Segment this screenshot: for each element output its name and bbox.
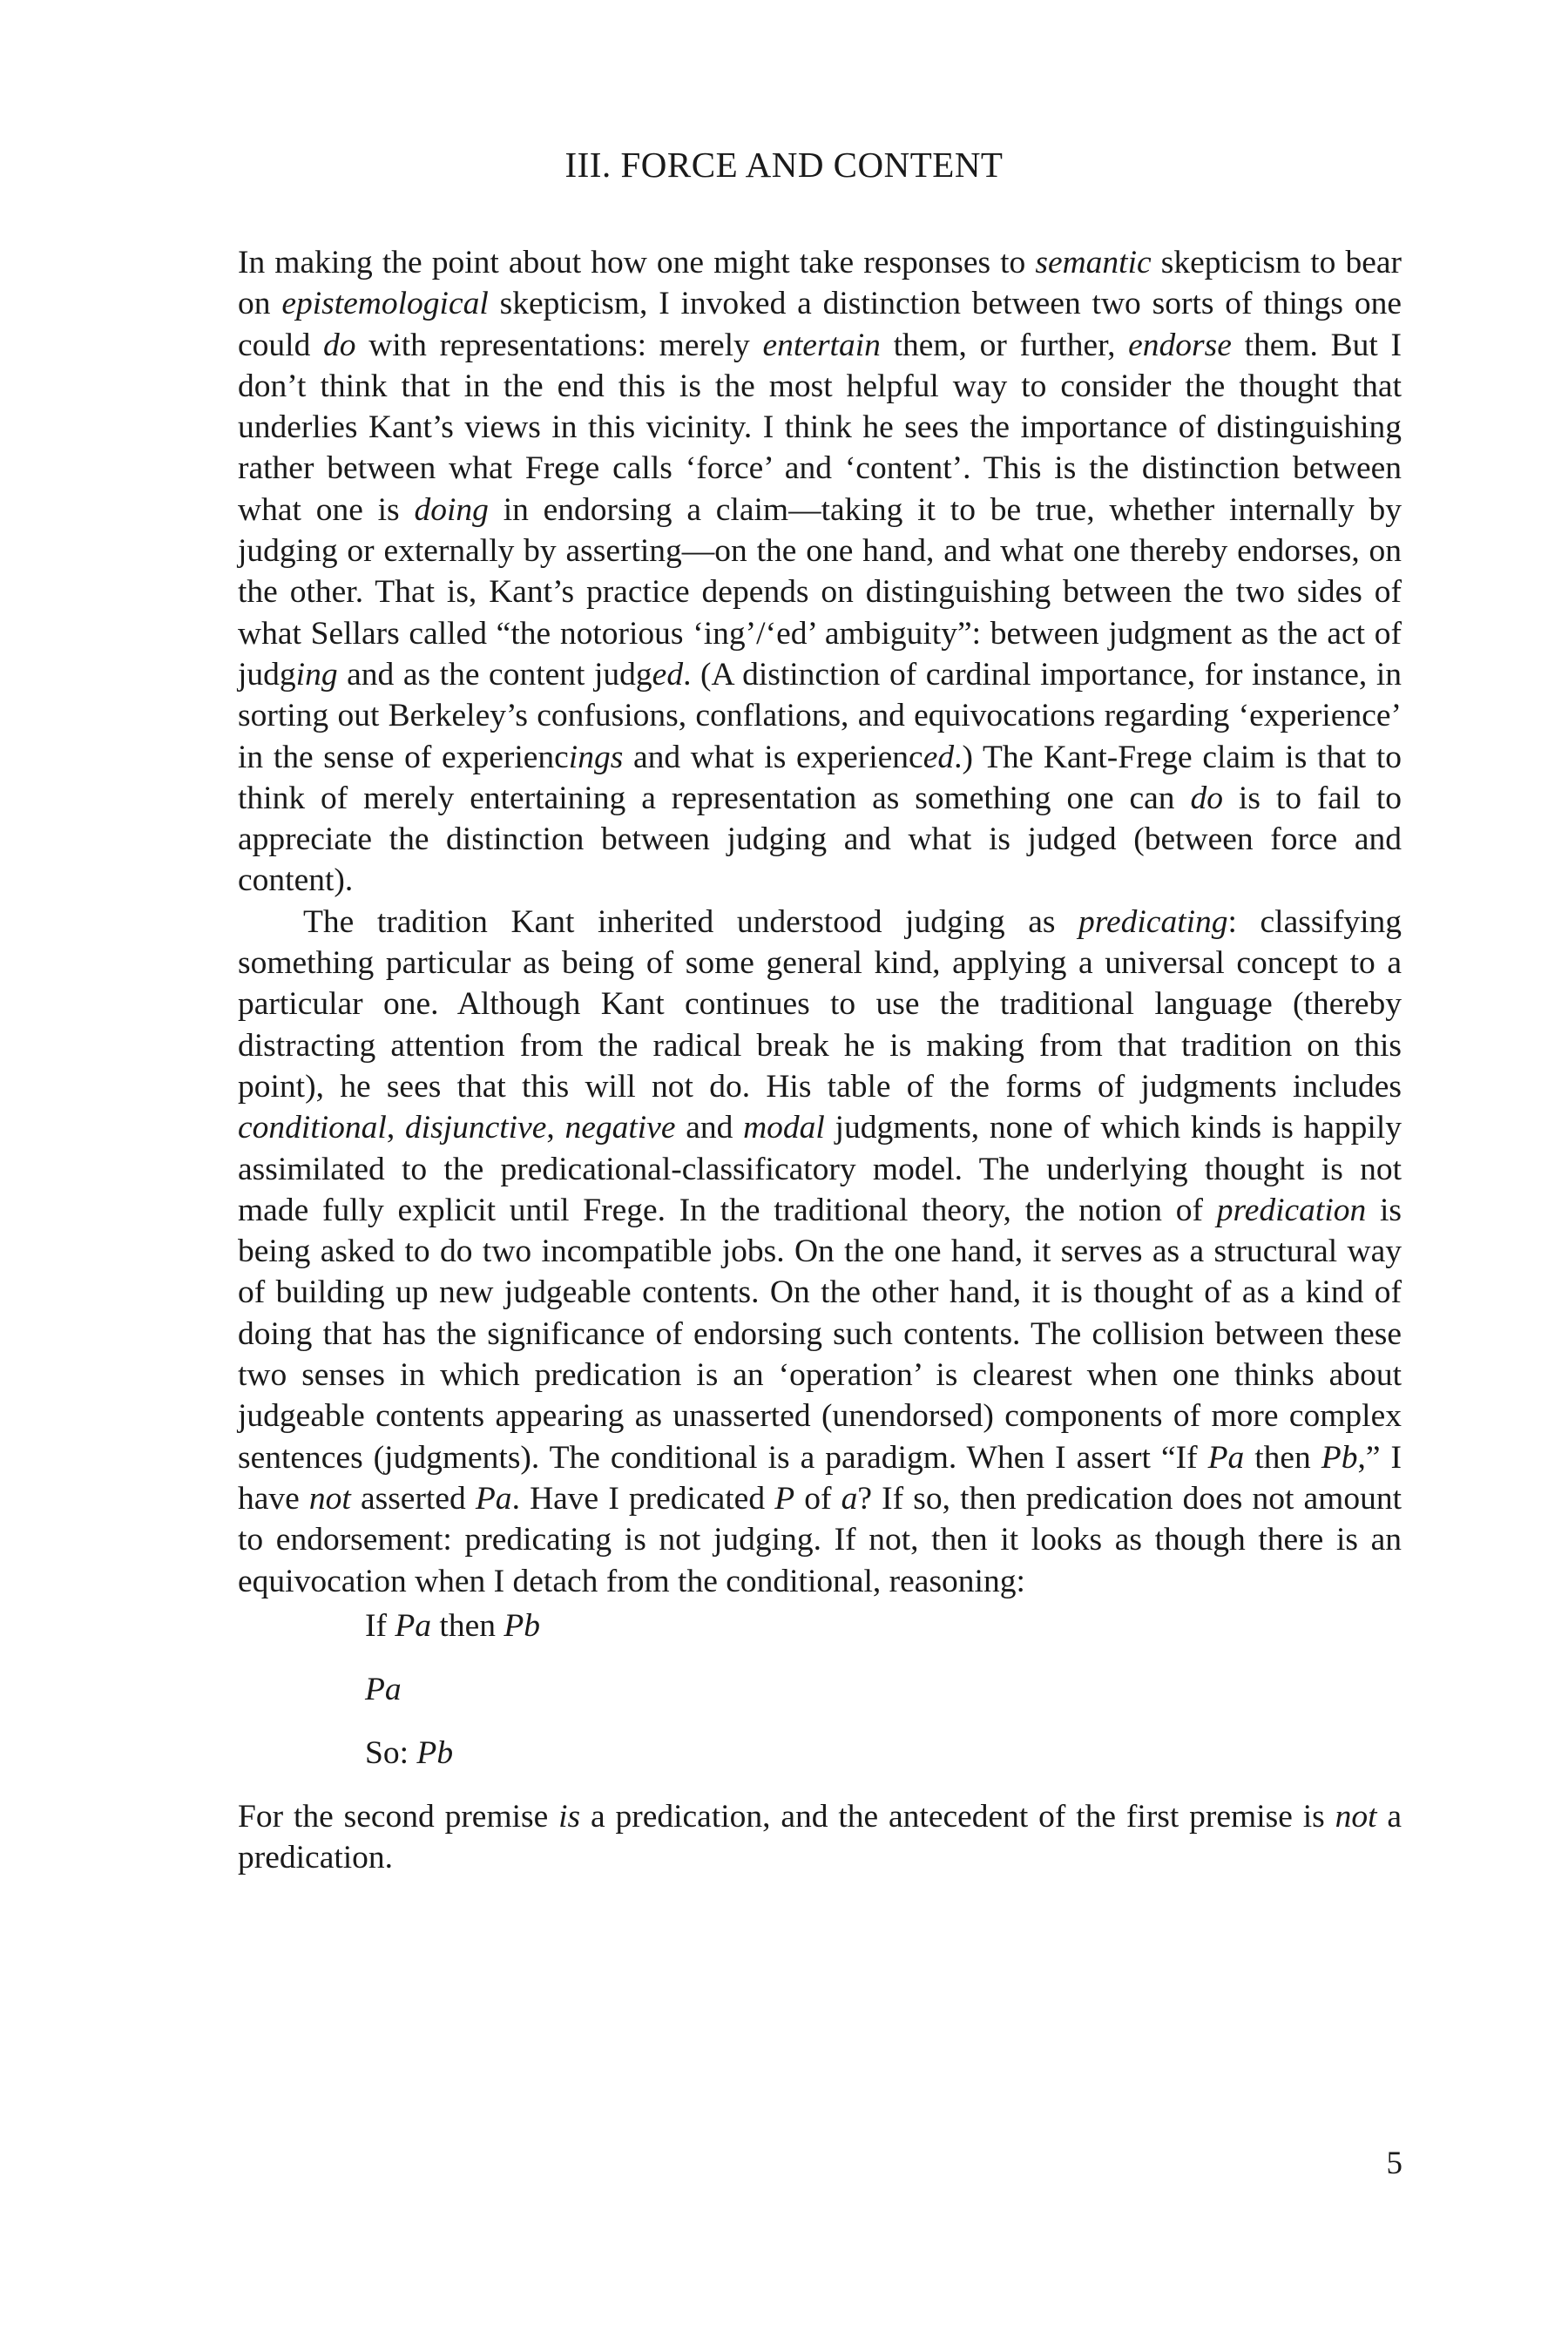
text-span: ,” I have [238, 1439, 1402, 1517]
emphasis: epistemological [281, 286, 489, 322]
emphasis: P [774, 1480, 795, 1517]
emphasis: predicating [1078, 903, 1228, 940]
text-span: asserted [350, 1480, 476, 1517]
emphasis: ings [568, 739, 624, 775]
text-span: is to fail to appreciate the distinction between judging and what is judged (between force and content). [238, 780, 1402, 899]
emphasis: Pb [1321, 1439, 1358, 1476]
emphasis: ed [923, 739, 955, 775]
text-span: In making the point about how one might take responses to [238, 245, 1036, 280]
text-span: and what is experienc [623, 739, 923, 775]
text-span: : classifying something particular as being of some general kind, applying a universal concept to a particular one. Although Kant continues to use the traditional language (thereby distracting attention from the radical break he is making from that tradition on this point), he sees that this will not do. His table of the forms of judgments includes [238, 903, 1402, 1105]
emphasis: Pa [475, 1480, 512, 1517]
section-heading: III. FORCE AND CONTENT [564, 145, 1004, 185]
emphasis: do [1190, 780, 1223, 816]
emphasis: not [308, 1480, 351, 1517]
emphasis: entertain [762, 327, 881, 363]
text-span: then [431, 1607, 504, 1644]
paragraph-predication [238, 902, 1402, 1602]
text-span: then [1244, 1439, 1321, 1476]
text-span: in endorsing a claim—taking it to be true, whether internally by judging or externally by asserting—on the one hand, and what one thereby endorses, on the other. That is, Kant’s practice depends on distinguishing between the two sides of what Sellars called “the notorious ‘ing’/‘ed’ ambiguity”: between judgment as the act of judg [238, 491, 1402, 693]
text-span: and [675, 1110, 744, 1146]
emphasis: Pa [1207, 1439, 1245, 1476]
page-number: 5 [1386, 2146, 1402, 2181]
emphasis: endorse [1128, 327, 1232, 363]
text-span: and as the content judg [337, 656, 652, 693]
text-span: . (A distinction of cardinal importance, for instance, in sorting out Berkeley’s confusions, conflations, and equivocations regarding ‘experience’ in the sense of experienc [238, 656, 1402, 775]
text-span: of [794, 1480, 841, 1517]
text-span: .) The Kant-Frege claim is that to think of merely entertaining a representation as something one can [238, 739, 1402, 816]
emphasis: ing [295, 656, 338, 693]
text-span: If [365, 1607, 395, 1644]
text-span: The tradition Kant inherited understood judging as [303, 903, 1079, 940]
emphasis: a [841, 1480, 858, 1517]
paragraph-conclusion [238, 1796, 1402, 1879]
text-span: is being asked to do two incompatible jobs. On the one hand, it serves as a structural way of building up new judgeable contents. On the other hand, it is thought of as a kind of doing that has the significance of endorsing such contents. The collision between these two senses in which predication is an ‘operation’ is clearest when one thinks about judgeable contents appearing as unasserted (unendorsed) components of more complex sentences (judgments). The conditional is a paradigm. When I assert “If [238, 1192, 1402, 1476]
emphasis: predication [1216, 1192, 1367, 1228]
text-span: skepticism to bear on [238, 245, 1402, 322]
text-span: So: [365, 1734, 417, 1771]
text-span: , [386, 1110, 405, 1146]
emphasis: conditional [238, 1110, 387, 1146]
premise-conditional [365, 1605, 1402, 1646]
text-span: with representations: merely [355, 327, 763, 363]
premise-antecedent [365, 1669, 1402, 1710]
text-span: For the second premise [238, 1798, 559, 1835]
text-span: . Have I predicated [511, 1480, 775, 1517]
emphasis: doing [414, 491, 489, 528]
emphasis: Pa [395, 1607, 432, 1644]
emphasis: modal [743, 1110, 825, 1146]
emphasis: Pa [365, 1671, 402, 1707]
argument-schema [365, 1605, 1402, 1774]
body-text [238, 242, 1402, 1878]
text-span: a predication, and the antecedent of the first premise is [580, 1798, 1335, 1835]
conclusion [365, 1733, 1402, 1774]
emphasis: do [323, 327, 356, 363]
text-span: a predication. [238, 1798, 1402, 1876]
text-span: ? If so, then predication does not amount to endorsement: predicating is not judging. If not, then it looks as though there is an equivocation when I detach from the conditional, reasoning: [238, 1480, 1402, 1599]
emphasis: negative [564, 1110, 676, 1146]
emphasis: is [558, 1798, 581, 1835]
emphasis: disjunctive [404, 1110, 547, 1146]
paragraph-force-content [238, 242, 1402, 902]
text-span: , [546, 1110, 565, 1146]
text-span: them. But I don’t think that in the end this is the most helpful way to consider the thought that underlies Kant’s views in this vicinity. I think he sees the importance of distinguishing rather between what Frege calls ‘force’ and ‘content’. This is the distinction between what one is [238, 327, 1402, 528]
text-span: skepticism, I invoked a distinction between two sorts of things one could [238, 286, 1402, 363]
emphasis: Pb [416, 1734, 454, 1771]
emphasis: not [1335, 1798, 1377, 1835]
emphasis: semantic [1035, 245, 1152, 280]
emphasis: ed [652, 656, 684, 693]
emphasis: Pb [504, 1607, 541, 1644]
text-span: judgments, none of which kinds is happily assimilated to the predicational-classificatory model. The underlying thought is not made fully explicit until Frege. In the traditional theory, the notion of [238, 1110, 1402, 1228]
text-span: them, or further, [880, 327, 1129, 363]
